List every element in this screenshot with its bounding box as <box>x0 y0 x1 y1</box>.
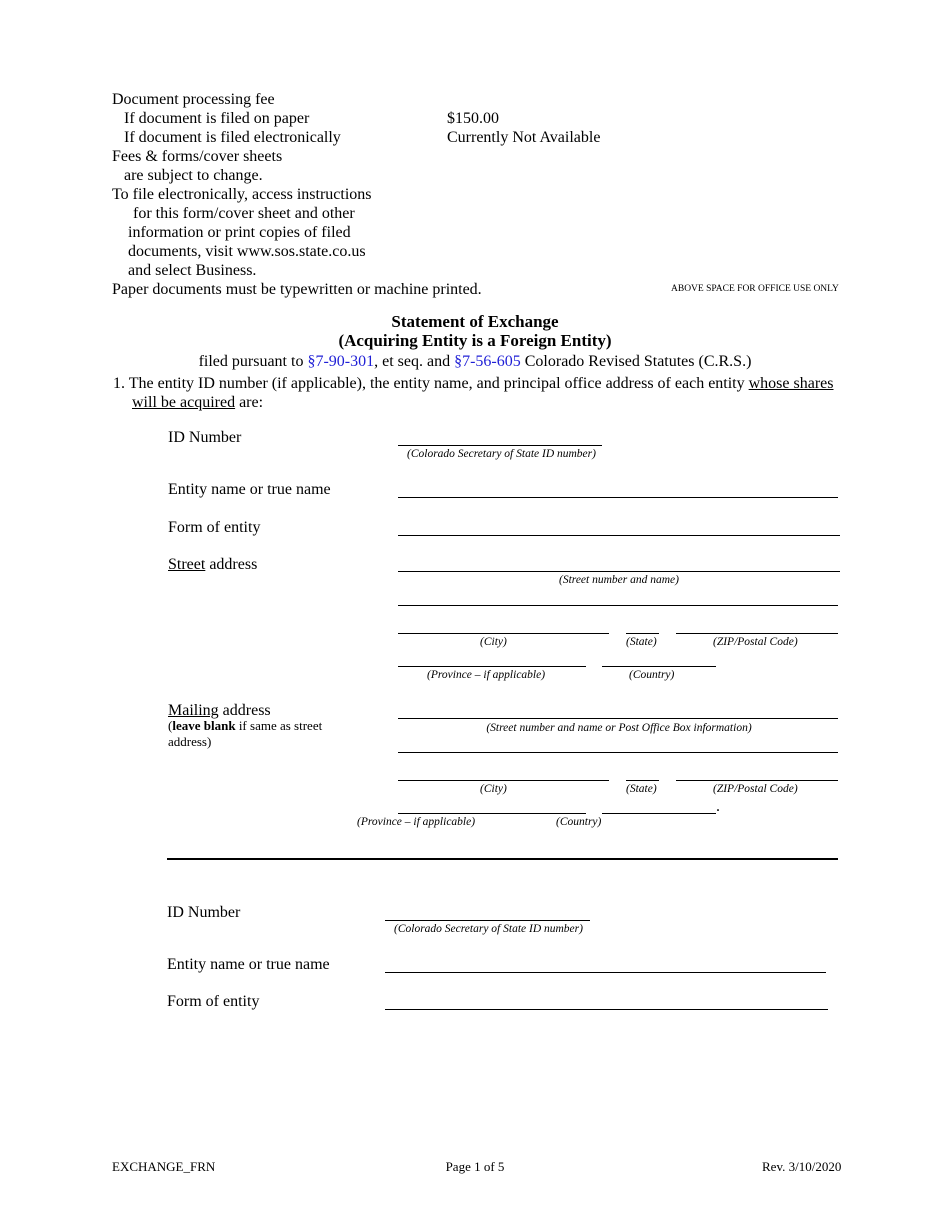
electronic-instructions-line2: for this form/cover sheet and other <box>133 205 355 222</box>
mailing-country-period: . <box>716 798 720 815</box>
electronic-instructions-line3: information or print copies of filed <box>128 224 351 241</box>
entity1-state-caption: (State) <box>626 636 657 648</box>
entity1-mailing-country-field[interactable] <box>602 813 716 814</box>
entity1-country-field[interactable] <box>602 666 716 667</box>
entity2-form-label: Form of entity <box>167 993 260 1010</box>
entity1-mailing-province-field[interactable] <box>398 813 586 814</box>
entity2-form-field[interactable] <box>385 1009 828 1010</box>
entity1-mailing-street-field[interactable] <box>398 718 838 719</box>
entity1-province-field[interactable] <box>398 666 586 667</box>
office-use-note: ABOVE SPACE FOR OFFICE USE ONLY <box>671 284 839 294</box>
paper-fee-label: If document is filed on paper <box>124 110 310 127</box>
entity2-id-field[interactable] <box>385 920 590 921</box>
form-subtitle: (Acquiring Entity is a Foreign Entity) <box>338 331 612 350</box>
statute-link-7-56-605[interactable]: §7-56-605 <box>454 353 521 370</box>
entity1-name-label: Entity name or true name <box>168 481 331 498</box>
fee-change-line2: are subject to change. <box>124 167 263 184</box>
footer-page-number: Page 1 of 5 <box>445 1159 505 1174</box>
entity1-mailing-label-rest: address <box>218 702 271 719</box>
fee-change-line1: Fees & forms/cover sheets <box>112 148 283 165</box>
entity1-mailing-zip-field[interactable] <box>676 780 838 781</box>
entity1-city-field[interactable] <box>398 633 609 634</box>
entity1-mailing-street-field-line2[interactable] <box>398 752 838 753</box>
footer-form-code: EXCHANGE_FRN <box>112 1159 216 1174</box>
entity1-mailing-city-caption: (City) <box>480 783 507 795</box>
mailing-note-bold: leave blank <box>172 718 236 733</box>
entity1-mailing-city-field[interactable] <box>398 780 609 781</box>
entity2-name-label: Entity name or true name <box>167 956 330 973</box>
filing-authority <box>0 352 950 371</box>
entity1-name-field[interactable] <box>398 497 838 498</box>
entity1-mailing-province-caption: (Province – if applicable) <box>357 816 476 828</box>
entity1-zip-caption: (ZIP/Postal Code) <box>713 636 798 648</box>
entity1-street-label <box>168 555 257 574</box>
entity1-zip-field[interactable] <box>676 633 838 634</box>
electronic-instructions-line5: and select Business. <box>128 262 257 279</box>
entity1-country-caption: (Country) <box>629 669 675 681</box>
entity1-mailing-note <box>168 718 322 734</box>
filing-mid: , et seq. and <box>374 353 455 370</box>
paper-fee-value: $150.00 <box>447 110 499 127</box>
entity1-province-caption: (Province – if applicable) <box>427 669 546 681</box>
entity2-id-caption: (Colorado Secretary of State ID number) <box>394 923 583 935</box>
item1-text-line2 <box>132 393 263 412</box>
electronic-instructions-line4: documents, visit www.sos.state.co.us <box>128 243 366 260</box>
paper-note: Paper documents must be typewritten or machine printed. <box>112 281 482 298</box>
entity-separator <box>167 858 838 860</box>
entity1-mailing-country-caption: (Country) <box>556 816 602 828</box>
entity1-form-label: Form of entity <box>168 519 261 536</box>
item1-text: 1. The entity ID number (if applicable), the entity name, and principal office address of each entity <box>113 375 749 392</box>
mailing-note-rest: if same as street <box>235 718 323 733</box>
item1-underlined-acquired: will be acquired <box>132 394 236 411</box>
entity2-id-label: ID Number <box>167 904 241 921</box>
electronic-fee-value: Currently Not Available <box>447 129 601 146</box>
electronic-fee-label: If document is filed electronically <box>124 129 341 146</box>
entity1-form-field[interactable] <box>398 535 840 536</box>
entity1-mailing-zip-caption: (ZIP/Postal Code) <box>713 783 798 795</box>
entity1-mailing-note-line2: address) <box>168 734 212 749</box>
entity1-street-caption: (Street number and name) <box>559 574 679 586</box>
entity1-mailing-caption: (Street number and name or Post Office Box information) <box>486 722 752 734</box>
entity1-mailing-state-field[interactable] <box>626 780 659 781</box>
entity1-street-label-rest: address <box>205 556 258 573</box>
entity1-street-label-underlined: Street <box>168 556 206 573</box>
entity1-mailing-state-caption: (State) <box>626 783 657 795</box>
item1-text-end: are: <box>235 394 264 411</box>
entity1-id-label: ID Number <box>168 429 242 446</box>
electronic-instructions-line1: To file electronically, access instructions <box>112 186 372 203</box>
entity2-name-field[interactable] <box>385 972 826 973</box>
entity1-id-field[interactable] <box>398 445 602 446</box>
fee-heading: Document processing fee <box>112 91 275 108</box>
filing-prefix: filed pursuant to <box>198 353 308 370</box>
entity1-state-field[interactable] <box>626 633 659 634</box>
entity1-mailing-label-underlined: Mailing <box>168 702 219 719</box>
entity1-street-field[interactable] <box>398 571 840 572</box>
entity1-id-caption: (Colorado Secretary of State ID number) <box>407 448 596 460</box>
entity1-city-caption: (City) <box>480 636 507 648</box>
item1-text-line1 <box>113 374 834 393</box>
item1-underlined-shares: whose shares <box>748 375 834 392</box>
filing-suffix: Colorado Revised Statutes (C.R.S.) <box>520 353 752 370</box>
statute-link-7-90-301[interactable]: §7-90-301 <box>307 353 375 370</box>
mailing-note-open: ( <box>168 718 173 733</box>
form-title: Statement of Exchange <box>391 312 559 331</box>
footer-revision: Rev. 3/10/2020 <box>762 1159 842 1174</box>
entity1-street-field-line2[interactable] <box>398 605 838 606</box>
